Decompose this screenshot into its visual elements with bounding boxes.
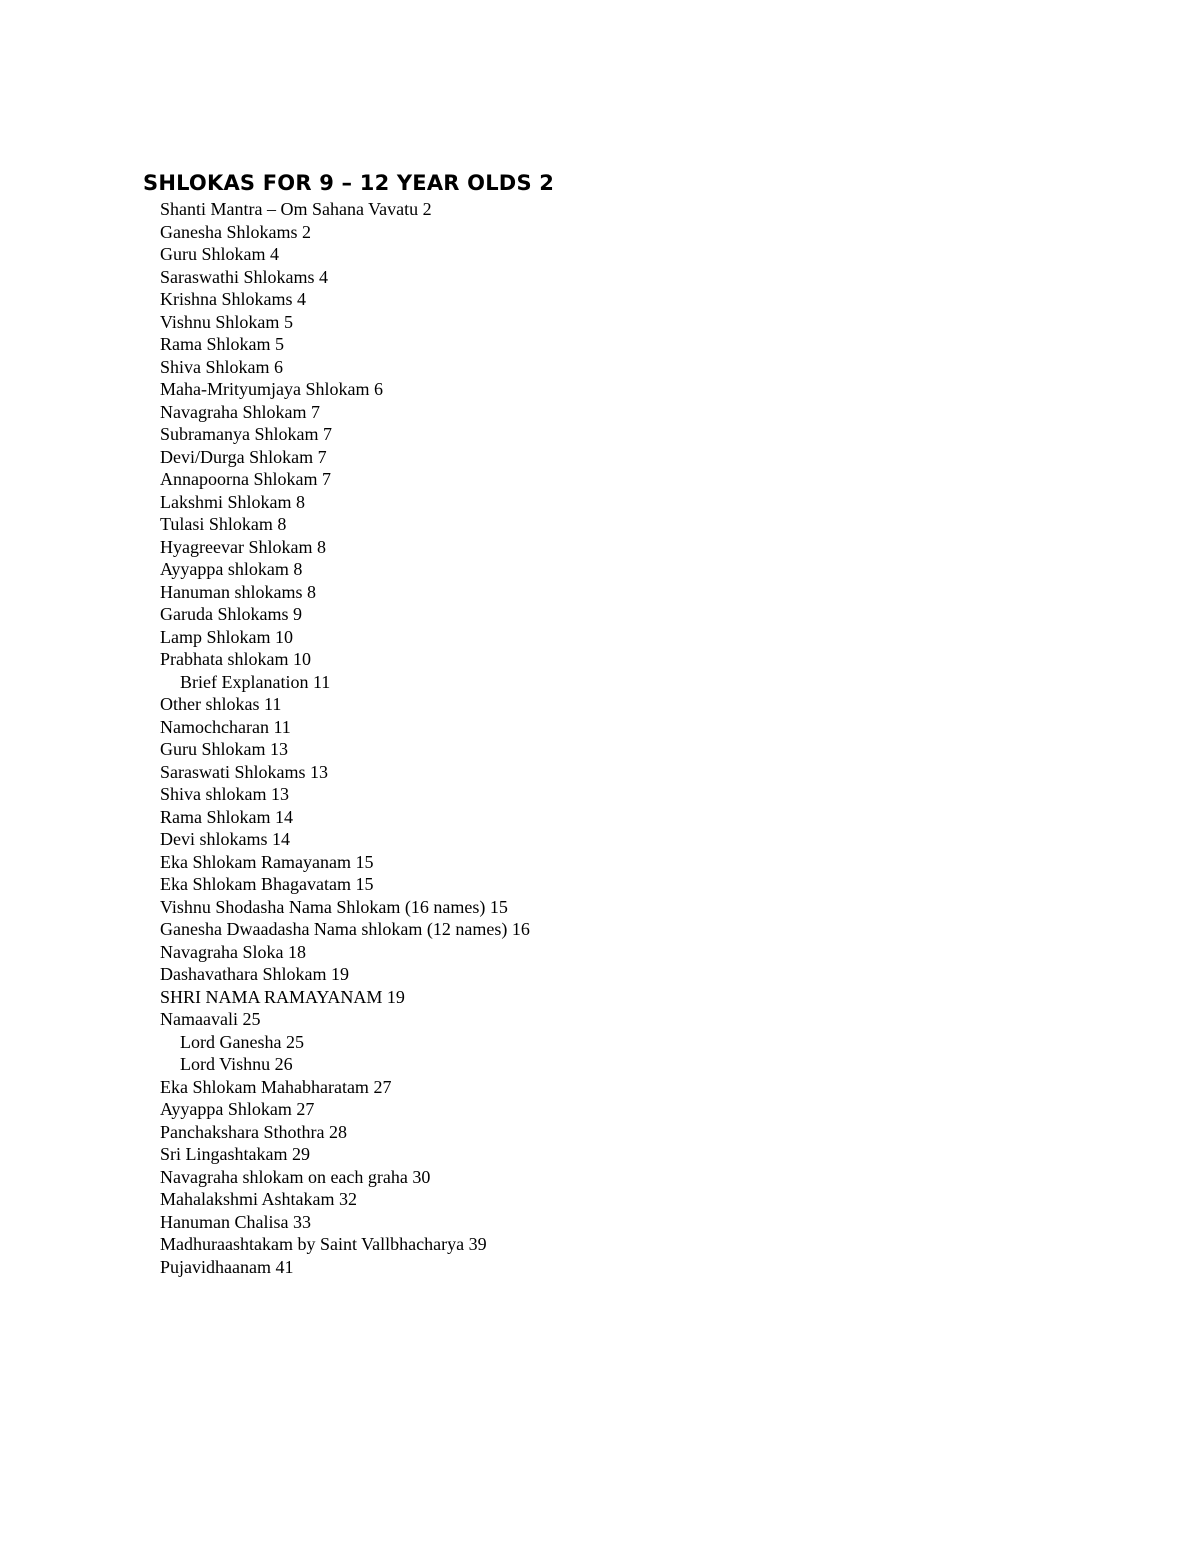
toc-entry[interactable] (143, 626, 1143, 649)
toc-entry-page-number: 7 (310, 401, 320, 422)
toc-entry-page-number: 4 (270, 244, 279, 264)
toc-entry[interactable] (143, 738, 1143, 761)
toc-entry-page-number: 8 (277, 514, 287, 534)
toc-entry-page-number: 13 (271, 784, 289, 804)
toc-entry-page-number: 16 (511, 919, 530, 939)
toc-entry-page-number: 15 (355, 851, 374, 872)
toc-entry-label: Navagraha Shlokam (160, 401, 307, 422)
toc-entry-page-number: 8 (293, 559, 303, 579)
toc-entry[interactable] (143, 311, 1143, 334)
toc-entry-page-number: 25 (242, 1009, 261, 1029)
toc-entry-label: Other shlokas (160, 694, 260, 714)
toc-entry[interactable] (143, 896, 1143, 919)
toc-entry-page-number: 19 (330, 964, 349, 984)
table-of-contents (143, 170, 1143, 1278)
toc-entry[interactable] (143, 1008, 1143, 1031)
toc-entry[interactable] (143, 356, 1143, 379)
toc-entry[interactable] (143, 468, 1143, 491)
toc-entry-page-number: 41 (275, 1256, 294, 1277)
toc-entry-page-number: 8 (296, 491, 305, 512)
toc-entry-page-number: 5 (283, 311, 293, 332)
toc-entry-label: Ayyappa Shlokam (160, 1099, 292, 1119)
toc-entry[interactable] (143, 288, 1143, 311)
toc-entry[interactable] (143, 648, 1143, 671)
toc-entry-label: Shiva shlokam (160, 784, 267, 804)
toc-entry[interactable] (143, 1031, 1143, 1054)
toc-title[interactable]: SHLOKAS FOR 9 – 12 YEAR OLDS 2 (143, 171, 555, 195)
toc-entry-label: Lord Vishnu (180, 1054, 271, 1074)
toc-entry[interactable] (143, 491, 1143, 514)
toc-entry[interactable] (143, 1166, 1143, 1189)
toc-entry[interactable] (143, 761, 1143, 784)
toc-entry[interactable] (143, 333, 1143, 356)
toc-entry[interactable] (143, 1188, 1143, 1211)
toc-entry-page-number: 8 (306, 581, 316, 602)
toc-entry-label: Hanuman Chalisa (160, 1211, 289, 1232)
toc-entry-label: Subramanya Shlokam (160, 424, 319, 444)
toc-entry[interactable] (143, 581, 1143, 604)
toc-entry-label: Ganesha Shlokams (160, 221, 298, 242)
toc-entry-page-number: 15 (489, 896, 508, 917)
toc-entry-page-number: 11 (263, 694, 282, 714)
toc-entry-page-number: 25 (285, 1031, 304, 1052)
toc-entry-label: Eka Shlokam Bhagavatam (160, 874, 351, 894)
toc-entry-page-number: 15 (355, 874, 374, 894)
toc-entry-page-number: 14 (275, 806, 293, 827)
toc-entry[interactable] (143, 986, 1143, 1009)
toc-entry-label: Prabhata shlokam (160, 649, 289, 669)
toc-entry[interactable] (143, 941, 1143, 964)
toc-entry[interactable] (143, 1143, 1143, 1166)
toc-entry-page-number: 10 (292, 649, 311, 669)
toc-entry[interactable] (143, 1121, 1143, 1144)
toc-entry-page-number: 11 (273, 716, 291, 737)
toc-entry-label: Namaavali (160, 1009, 238, 1029)
toc-entry[interactable] (143, 558, 1143, 581)
toc-entry-label: Devi shlokams (160, 829, 268, 849)
toc-entry[interactable] (143, 1053, 1143, 1076)
toc-entry-label: Namochcharan (160, 716, 269, 737)
toc-entry-page-number: 18 (287, 941, 306, 962)
toc-entry-page-number: 5 (275, 334, 284, 354)
toc-entry-label: Brief Explanation (180, 671, 309, 692)
toc-entry-page-number: 9 (292, 604, 302, 624)
toc-entry-page-number: 29 (291, 1144, 310, 1164)
toc-entry-label: Tulasi Shlokam (160, 514, 273, 534)
toc-entry-label: Dashavathara Shlokam (160, 964, 327, 984)
toc-entry-label: Guru Shlokam (160, 244, 266, 264)
toc-entry-label: Ayyappa shlokam (160, 559, 289, 579)
toc-entry-label: Krishna Shlokams (160, 289, 293, 309)
toc-entry-label: Navagraha Sloka (160, 941, 284, 962)
toc-entry-page-number: 14 (272, 829, 290, 849)
toc-entry[interactable] (143, 243, 1143, 266)
toc-entry[interactable] (143, 918, 1143, 941)
toc-entry-page-number: 27 (373, 1076, 392, 1097)
toc-entry-label: Rama Shlokam (160, 806, 271, 827)
toc-entry-label: Eka Shlokam Ramayanam (160, 851, 351, 872)
toc-entry[interactable] (143, 963, 1143, 986)
toc-entry-page-number: 13 (310, 761, 328, 782)
toc-entry[interactable] (143, 513, 1143, 536)
toc-entry-label: Lamp Shlokam (160, 626, 271, 647)
toc-entry[interactable] (143, 1211, 1143, 1234)
toc-entry-label: Shiva Shlokam (160, 356, 270, 377)
toc-entry-label: Panchakshara Sthothra (160, 1121, 325, 1142)
toc-entry-page-number: 33 (292, 1211, 311, 1232)
toc-entry-page-number: 4 (319, 266, 328, 287)
toc-entry[interactable] (143, 1076, 1143, 1099)
toc-entry-page-number: 6 (274, 356, 284, 377)
toc-entry-page-number: 11 (312, 671, 331, 692)
toc-entry[interactable] (143, 671, 1143, 694)
toc-entry-label: Devi/Durga Shlokam (160, 446, 314, 467)
toc-entry-label: Vishnu Shlokam (160, 311, 280, 332)
toc-entry-label: Saraswathi Shlokams (160, 266, 315, 287)
toc-entry-label: Hanuman shlokams (160, 581, 303, 602)
toc-entry-page-number: 4 (297, 289, 306, 309)
toc-entry[interactable] (143, 198, 1143, 221)
toc-entry-label: Mahalakshmi Ashtakam (160, 1189, 335, 1209)
toc-entry[interactable] (143, 783, 1143, 806)
toc-entry-list (143, 198, 1143, 1278)
toc-entry-page-number: 2 (422, 199, 432, 219)
toc-entry[interactable] (143, 266, 1143, 289)
toc-entry-page-number: 13 (270, 739, 288, 759)
toc-entry-page-number: 7 (322, 424, 332, 444)
toc-entry[interactable] (143, 693, 1143, 716)
toc-entry-label: Vishnu Shodasha Nama Shlokam (16 names) (160, 896, 486, 917)
toc-entry[interactable] (143, 716, 1143, 739)
toc-entry-page-number: 30 (412, 1166, 431, 1187)
toc-entry-label: Guru Shlokam (160, 739, 266, 759)
toc-entry-page-number: 26 (274, 1054, 293, 1074)
toc-entry-label: Lakshmi Shlokam (160, 491, 292, 512)
toc-entry[interactable] (143, 806, 1143, 829)
toc-entry[interactable] (143, 221, 1143, 244)
toc-entry-page-number: 7 (317, 446, 327, 467)
toc-entry-label: Hyagreevar Shlokam (160, 536, 313, 557)
toc-entry-page-number: 27 (296, 1099, 315, 1119)
toc-entry[interactable] (143, 873, 1143, 896)
toc-entry-label: Garuda Shlokams (160, 604, 289, 624)
toc-entry-label: Shanti Mantra – Om Sahana Vavatu (160, 199, 419, 219)
toc-entry[interactable] (143, 423, 1143, 446)
toc-entry-label: Rama Shlokam (160, 334, 271, 354)
toc-entry-page-number: 10 (275, 626, 293, 647)
toc-entry-page-number: 39 (468, 1234, 487, 1254)
toc-entry-page-number: 19 (386, 986, 405, 1007)
toc-entry-label: Navagraha shlokam on each graha (160, 1166, 408, 1187)
toc-entry-label: Pujavidhaanam (160, 1256, 271, 1277)
toc-entry[interactable] (143, 446, 1143, 469)
toc-entry-label: Eka Shlokam Mahabharatam (160, 1076, 369, 1097)
toc-entry[interactable] (143, 401, 1143, 424)
toc-entry[interactable] (143, 828, 1143, 851)
toc-entry-label: Annapoorna Shlokam (160, 469, 318, 489)
toc-entry-page-number: 28 (328, 1121, 347, 1142)
toc-entry-label: Maha-Mrityumjaya Shlokam (160, 379, 370, 399)
toc-entry-label: SHRI NAMA RAMAYANAM (160, 986, 383, 1007)
toc-entry-page-number: 2 (301, 221, 311, 242)
toc-entry-page-number: 6 (373, 379, 383, 399)
toc-entry-label: Ganesha Dwaadasha Nama shlokam (12 names) (160, 919, 508, 939)
toc-entry-label: Lord Ganesha (180, 1031, 282, 1052)
toc-entry[interactable] (143, 603, 1143, 626)
toc-entry[interactable] (143, 1098, 1143, 1121)
toc-entry[interactable] (143, 1233, 1143, 1256)
toc-entry[interactable] (143, 1256, 1143, 1279)
toc-entry-label: Saraswati Shlokams (160, 761, 306, 782)
toc-entry[interactable] (143, 851, 1143, 874)
toc-entry-label: Madhuraashtakam by Saint Vallbhacharya (160, 1234, 465, 1254)
toc-entry-page-number: 8 (316, 536, 326, 557)
toc-entry[interactable] (143, 378, 1143, 401)
toc-entry-page-number: 32 (338, 1189, 357, 1209)
toc-entry[interactable] (143, 536, 1143, 559)
toc-entry-page-number: 7 (321, 469, 331, 489)
toc-entry-label: Sri Lingashtakam (160, 1144, 288, 1164)
